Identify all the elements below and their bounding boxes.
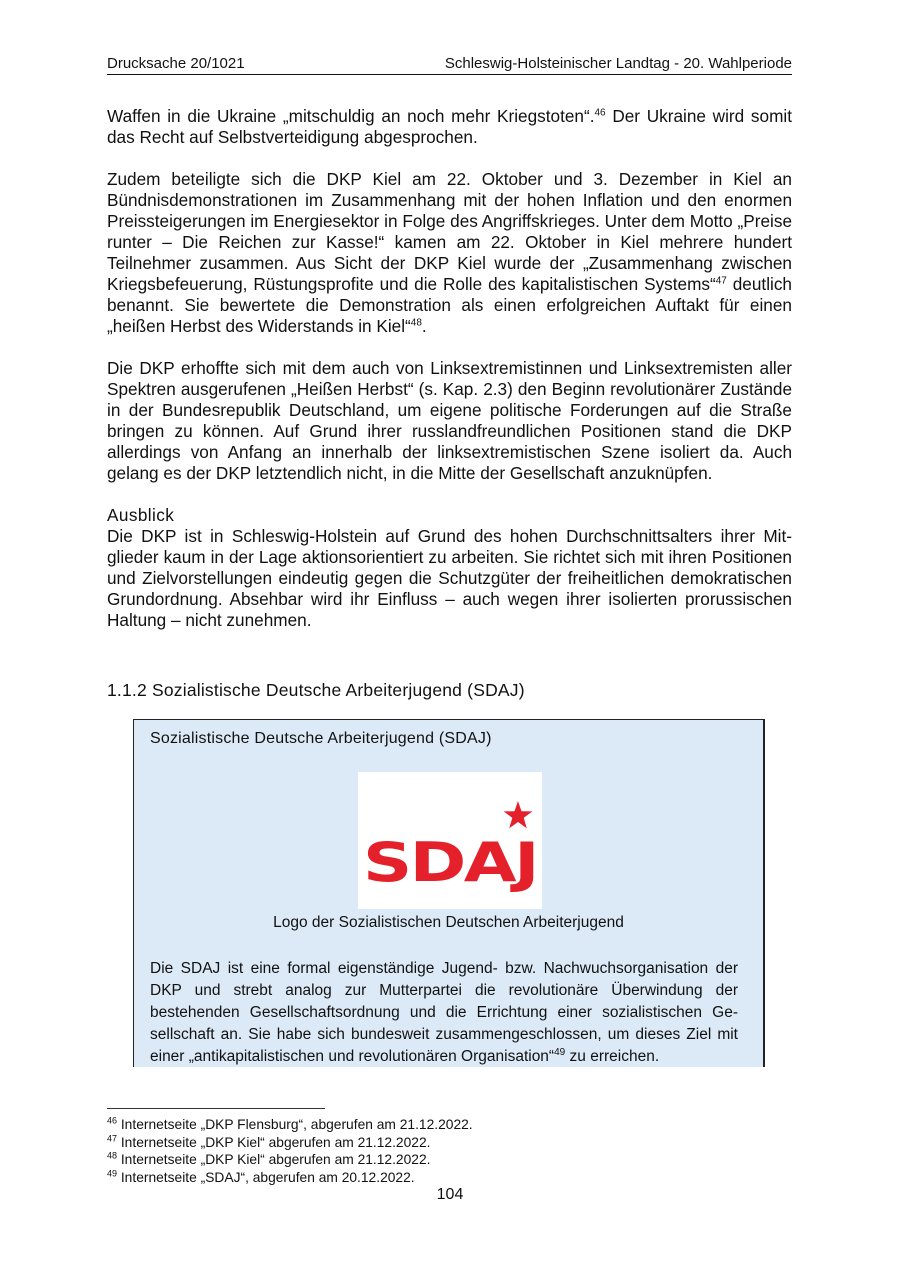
- footnote-48: $^{48}$ Internetseite „DKP Kiel“ abgerufen am 21.12.2022.: [107, 1150, 431, 1167]
- paragraph-2: Zudem beteiligte sich die DKP Kiel am 22. Oktober und 3. Dezember in Kiel an Bündnisdemonstrationen im Zusammenhang mit der hohen Inflation und den enormen Preissteigerungen im Energiesektor in Folge des Angriffskrieges. Unter dem Motto „Preise runter – Die Reichen zur Kasse!“ kamen am 22. Oktober in Kiel mehrere hundert Teilnehmer zusammen. Aus Sicht der DKP Kiel wurde der „Zusammenhang zwischen Kriegsbefeuerung, Rüstungsprofite und die Rolle des kapitalistischen Systems“$^{47}$ deutlich benannt. Sie bewertete die Demonstration als einen erfolgreichen Auftakt für einen „heißen Herbst des Widerstands in Kiel“$^{48}$.: [107, 169, 792, 336]
- sdaj-logo-graphic: [358, 772, 542, 909]
- paragraph-4: Die DKP ist in Schleswig-Holstein auf Grund des hohen Durchschnittsalters ihrer Mitglieder kaum in der Lage aktionsorientiert zu arbeiten. Sie richtet sich mit ihren Positionen und Zielvorstellungen eindeutig gegen die Schutzgüter der freiheitlichen demokratischen Grundordnung. Absehbar wird ihr Einfluss – auch wegen ihrer isolierten prorussischen Haltung – nicht zunehmen.: [107, 526, 792, 630]
- footnote-divider: [107, 1108, 325, 1109]
- logo-wordmark: SDAJ: [363, 831, 537, 894]
- ausblick-heading: Ausblick: [107, 505, 175, 525]
- footnotes: [107, 1116, 473, 1186]
- info-box-title: Sozialistische Deutsche Arbeiterjugend (SDAJ): [150, 730, 492, 747]
- paragraph-3: Die DKP erhoffte sich mit dem auch von Linksextremistinnen und Linksextremisten aller Spektren ausgerufenen „Heißen Herbst“ (s. Kap. 2.3) den Beginn revolutionärer Zustände in der Bundesrepublik Deutschland, um eigene politische Forderungen auf die Straße bringen zu können. Auf Grund ihrer russlandfreundlichen Positionen stand die DKP allerdings von Anfang an innerhalb der linksextremistischen Szene isoliert da. Auch gelang es der DKP letztendlich nicht, in die Mitte der Gesellschaft anzuknüpfen.: [107, 358, 792, 483]
- page-header: [107, 54, 792, 75]
- info-box: [133, 719, 765, 1067]
- section-title: 1.1.2 Sozialistische Deutsche Arbeiterjugend (SDAJ): [107, 680, 525, 700]
- main-text: [107, 106, 792, 652]
- sdaj-logo: [358, 772, 542, 909]
- logo-caption: Logo der Sozialistischen Deutschen Arbeiterjugend: [273, 914, 624, 931]
- page-number: 104: [436, 1186, 464, 1203]
- footnote-49: $^{49}$ Internetseite „SDAJ“, abgerufen am 20.12.2022.: [107, 1167, 415, 1185]
- footnote-ref-48[interactable]: 48: [410, 317, 422, 329]
- footnote-ref-47[interactable]: 47: [715, 275, 727, 287]
- paragraph-1: Waffen in die Ukraine „mitschuldig an noch mehr Kriegstoten“.$^{46}$ Der Ukraine wird somit das Recht auf Selbstverteidigung abgesprochen.: [107, 106, 792, 147]
- footnote-47: $^{47}$ Internetseite „DKP Kiel“ abgerufen am 21.12.2022.: [107, 1132, 431, 1150]
- star-icon: [504, 801, 533, 828]
- footnote-46: $^{46}$ Internetseite „DKP Flensburg“, abgerufen am 21.12.2022.: [107, 1115, 473, 1132]
- footnote-ref-49[interactable]: 49: [554, 1046, 566, 1058]
- footnote-ref-46[interactable]: 46: [594, 107, 606, 119]
- parliament-label: Schleswig-Holsteinischer Landtag - 20. Wahlperiode: [444, 55, 792, 72]
- info-box-text: Die SDAJ ist eine formal eigenständige Jugend- bzw. Nachwuchsorganisation der DKP und strebt analog zur Mutterpartei die revolutionäre Überwindung der bestehenden Gesellschaftsordnung und die Errichtung einer sozialistischen Gesellschaft an. Sie habe sich bundesweit zusammengeschlossen, um dieses Ziel mit einer „antikapitalistischen und revolutionären Organisation“$^{49}$ zu erreichen.: [150, 960, 738, 1065]
- document-number: Drucksache 20/1021: [107, 55, 245, 72]
